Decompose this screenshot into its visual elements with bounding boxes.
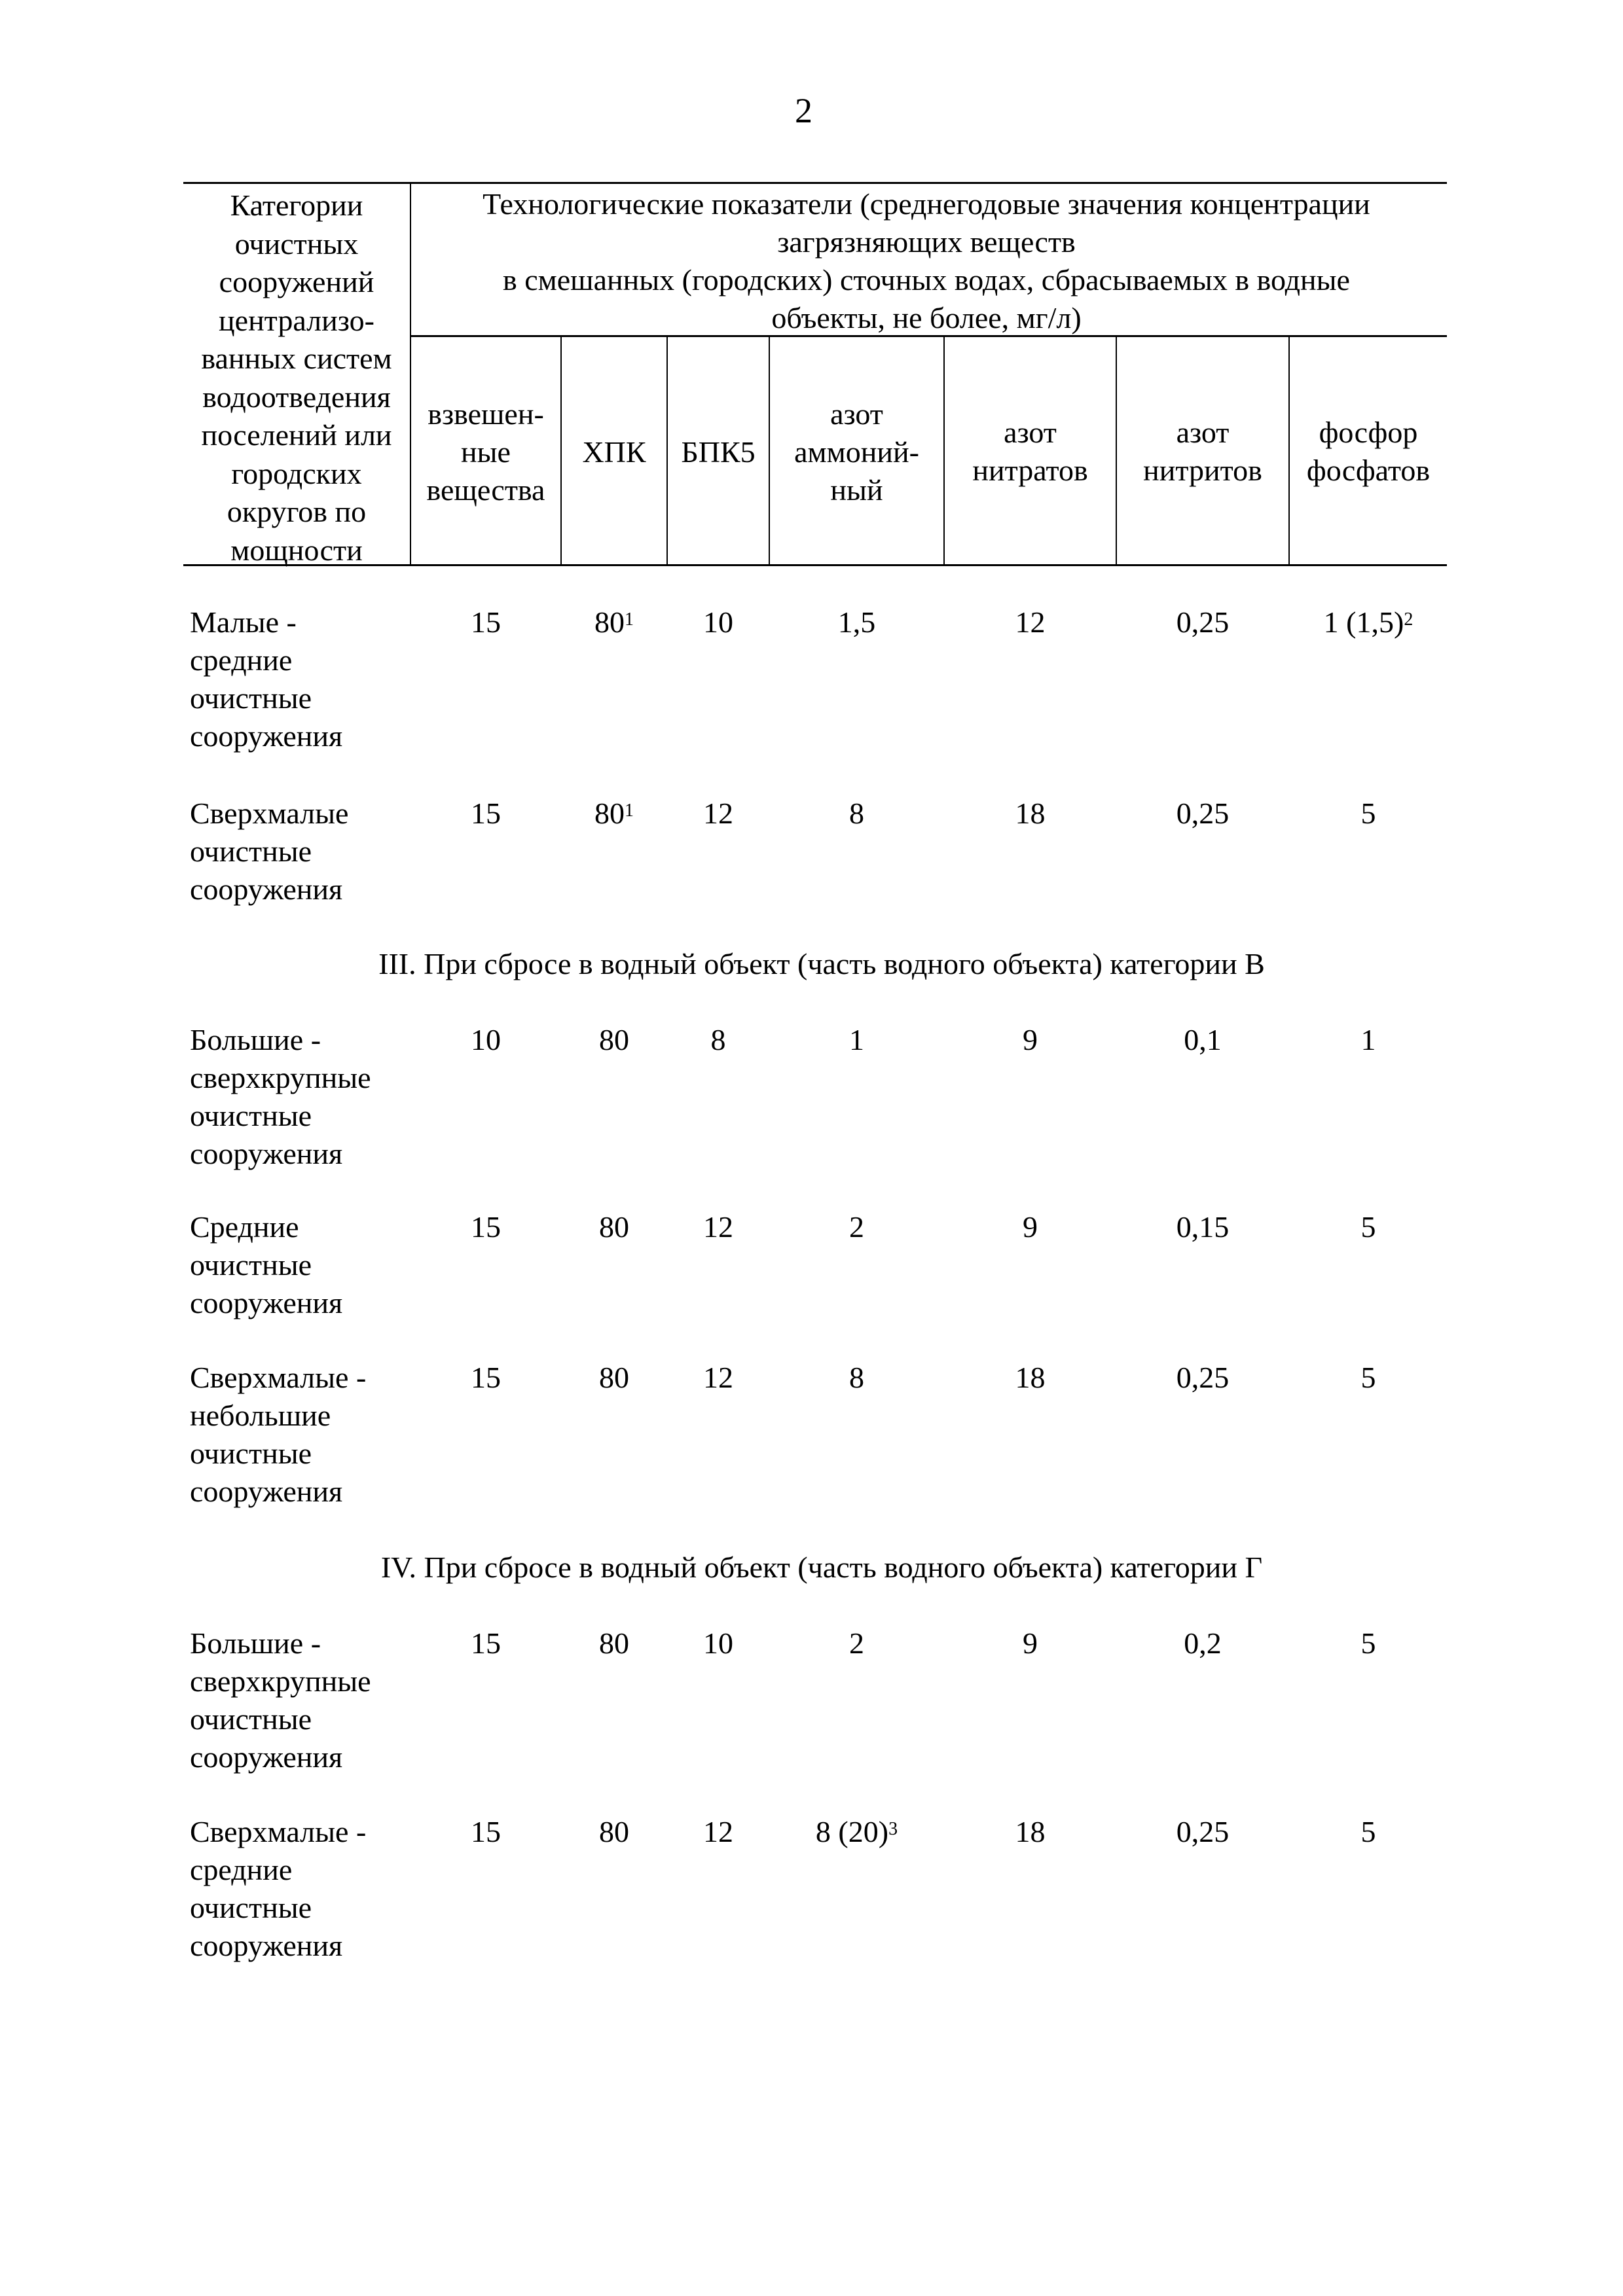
value-cell: 10 (703, 605, 733, 639)
footnote-mark: 1 (625, 609, 634, 630)
value-cell: $80^1$ (594, 797, 634, 830)
value-cell: 1 $(1,5)^2$ (1323, 605, 1413, 639)
row-name-line: очистные (190, 1437, 312, 1470)
table-top-rule (183, 182, 1447, 184)
value-cell: 18 (1015, 1815, 1046, 1848)
header-line: фосфор (1319, 416, 1418, 449)
header-line: сооружений (219, 265, 374, 298)
value-cell: 1 (1360, 1023, 1376, 1056)
row-name-line: Сверхмалые (190, 797, 349, 830)
row-category (190, 1813, 366, 1965)
col-header-phosphate-phosphorus (1290, 414, 1447, 490)
header-line: городских (231, 456, 362, 490)
row-name-line: очистные (190, 681, 312, 715)
value-cell: 15 (471, 1361, 501, 1394)
header-line: БПК5 (681, 435, 756, 469)
row-name-line: сооружения (190, 1929, 343, 1962)
header-line: азот (1176, 416, 1230, 449)
footnote-mark: 3 (888, 1819, 898, 1839)
row-name-line: сооружения (190, 1286, 343, 1319)
header-line: водоотведения (202, 380, 391, 414)
row-name-line: средние (190, 1853, 293, 1886)
row-category (190, 1624, 371, 1776)
value-cell: 18 (1015, 797, 1046, 830)
header-line: Категории (230, 188, 363, 222)
value-cell: 80 (599, 1210, 629, 1244)
row-name-line: Средние (190, 1210, 299, 1244)
header-line: взвешен- (428, 397, 544, 431)
category-header (189, 187, 405, 569)
header-line: нитритов (1143, 454, 1262, 487)
page-number: 2 (795, 91, 812, 130)
value-cell: 9 (1023, 1626, 1038, 1660)
section-heading-category-v: III. При сбросе в водный объект (часть водного объекта) категории В (378, 947, 1265, 980)
row-category (190, 603, 342, 755)
value-cell: 80 (599, 1023, 629, 1056)
header-line: ванных систем (201, 342, 392, 375)
row-category (190, 1359, 366, 1511)
value-cell: 5 (1360, 1361, 1376, 1394)
header-line: ный (830, 473, 883, 507)
row-name-line: сооружения (190, 719, 343, 753)
value-cell: 9 (1023, 1023, 1038, 1056)
value-cell: 2 (849, 1626, 864, 1660)
row-name-line: очистные (190, 1248, 312, 1282)
value-cell: 8 (849, 797, 864, 830)
row-category (190, 1208, 342, 1322)
col-header-nitrite-nitrogen (1117, 414, 1288, 490)
value-cell: 8 $(20)^3$ (815, 1815, 898, 1848)
value-cell: 12 (703, 1210, 733, 1244)
header-line: азот (1004, 416, 1057, 449)
header-line: ные (461, 435, 511, 469)
row-name-line: Малые - (190, 605, 297, 639)
header-line: Технологические показатели (среднегодовые значения концентрации (483, 187, 1370, 221)
row-name-line: очистные (190, 834, 312, 868)
header-line: нитратов (972, 454, 1088, 487)
col-header-bod5 (668, 433, 769, 471)
value-cell: 12 (703, 797, 733, 830)
row-name-line: небольшие (190, 1399, 331, 1432)
value-cell: $80^1$ (594, 605, 634, 639)
value-cell: 15 (471, 1815, 501, 1848)
value-cell: 12 (1015, 605, 1046, 639)
value-cell: 80 (599, 1361, 629, 1394)
header-line: мощности (230, 533, 363, 567)
value-cell: 5 (1360, 797, 1376, 830)
row-name-line: очистные (190, 1099, 312, 1132)
row-name-line: сверхкрупные (190, 1061, 371, 1094)
header-line: в смешанных (городских) сточных водах, сбрасываемых в водные (503, 263, 1350, 296)
value-cell: 1,5 (837, 605, 876, 639)
row-name-line: Большие - (190, 1023, 321, 1056)
header-line: объекты, не более, мг/л) (771, 301, 1082, 334)
value-cell: 8 (849, 1361, 864, 1394)
row-name-line: Большие - (190, 1626, 321, 1660)
value-cell: 80 (599, 1815, 629, 1848)
header-line: ХПК (582, 435, 646, 469)
value-cell: 12 (703, 1815, 733, 1848)
header-line: вещества (426, 473, 545, 507)
value-cell: 0,25 (1176, 797, 1230, 830)
value-cell: 0,25 (1176, 1815, 1230, 1848)
row-name-line: сверхкрупные (190, 1664, 371, 1698)
indicators-group-header (412, 185, 1440, 337)
value-cell: 8 (710, 1023, 726, 1056)
value-cell: 10 (703, 1626, 733, 1660)
header-line: фосфатов (1306, 454, 1431, 487)
value-cell: 0,1 (1184, 1023, 1222, 1056)
header-line: азот (830, 397, 883, 431)
value-cell: 5 (1360, 1626, 1376, 1660)
row-category (190, 795, 348, 908)
value-cell: 1 (849, 1023, 864, 1056)
row-category (190, 1021, 371, 1173)
value-cell: 5 (1360, 1815, 1376, 1848)
row-name-line: очистные (190, 1702, 312, 1736)
row-name-line: очистные (190, 1891, 312, 1924)
value-cell: 9 (1023, 1210, 1038, 1244)
header-line: очистных (234, 226, 359, 260)
header-line: централизо- (219, 303, 374, 337)
value-cell: 15 (471, 1626, 501, 1660)
value-cell: 0,25 (1176, 605, 1230, 639)
value-cell: 15 (471, 797, 501, 830)
value-cell: 2 (849, 1210, 864, 1244)
header-line: поселений или (201, 418, 392, 452)
col-header-suspended-solids (411, 395, 560, 509)
row-name-line: сооружения (190, 1475, 343, 1508)
row-name-line: сооружения (190, 1137, 343, 1170)
header-line: округов по (227, 495, 367, 528)
row-name-line: средние (190, 643, 293, 677)
footnote-mark: 2 (1404, 609, 1413, 630)
value-cell: 0,25 (1176, 1361, 1230, 1394)
section-heading-category-g: IV. При сбросе в водный объект (часть водного объекта) категории Г (380, 1551, 1263, 1584)
col-header-nitrate-nitrogen (945, 414, 1116, 490)
row-name-line: Сверхмалые - (190, 1815, 367, 1848)
value-cell: 0,2 (1184, 1626, 1222, 1660)
header-line: аммоний- (794, 435, 919, 469)
col-header-cod (562, 433, 666, 471)
row-name-line: Сверхмалые - (190, 1361, 367, 1394)
value-cell: 15 (471, 605, 501, 639)
header-line: загрязняющих веществ (777, 225, 1076, 259)
value-cell: 15 (471, 1210, 501, 1244)
row-name-line: сооружения (190, 1740, 343, 1774)
value-cell: 10 (471, 1023, 501, 1056)
value-cell: 18 (1015, 1361, 1046, 1394)
row-name-line: сооружения (190, 872, 343, 906)
value-cell: 12 (703, 1361, 733, 1394)
value-cell: 80 (599, 1626, 629, 1660)
col-header-ammonium-nitrogen (770, 395, 943, 509)
footnote-mark: 1 (625, 800, 634, 821)
value-cell: 0,15 (1176, 1210, 1230, 1244)
value-cell: 5 (1360, 1210, 1376, 1244)
